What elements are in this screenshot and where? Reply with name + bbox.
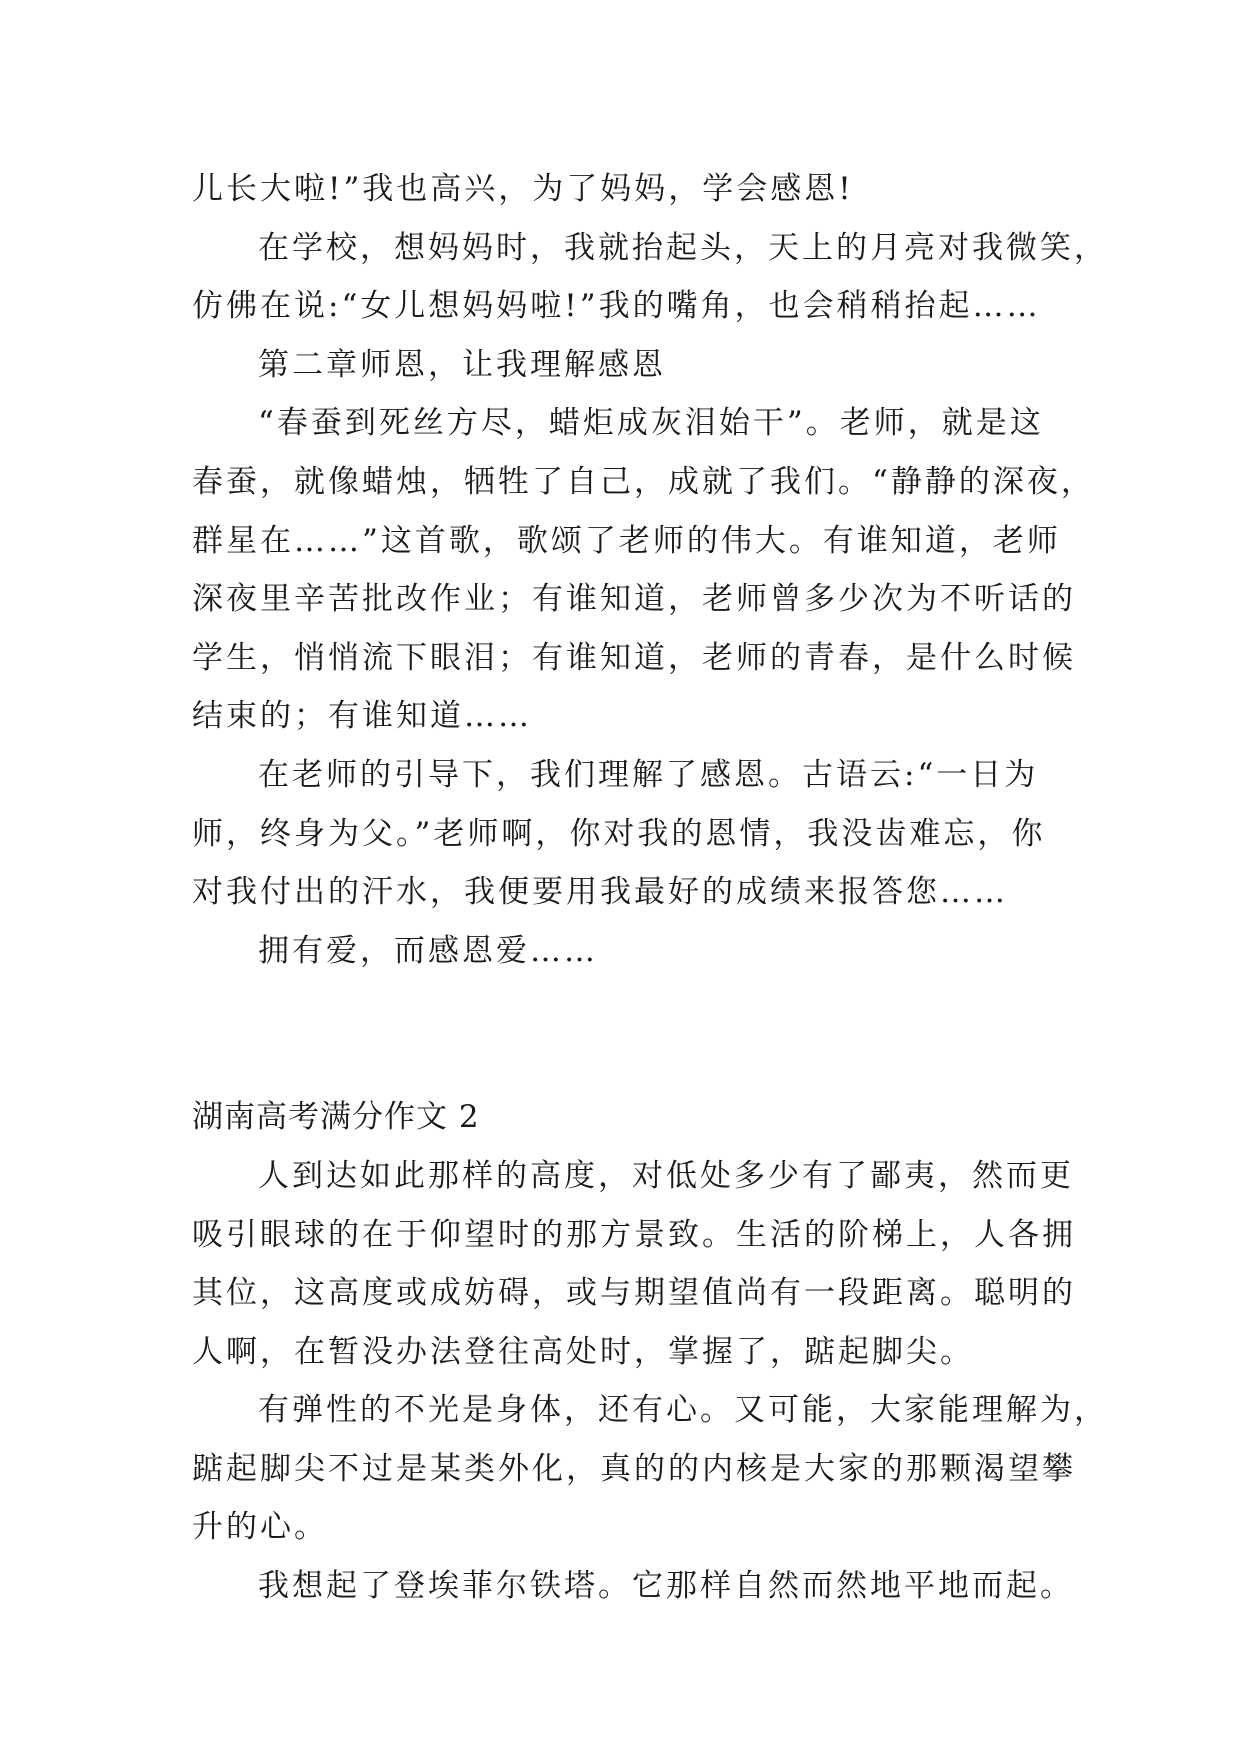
paragraph-line: 春蚕，就像蜡烛，牺牲了自己，成就了我们。“静静的深夜， bbox=[192, 463, 1095, 500]
paragraph-line: 人啊，在暂没办法登往高处时，掌握了，踮起脚尖。 bbox=[192, 1333, 974, 1370]
paragraph-line: 对我付出的汗水，我便要用我最好的成绩来报答您…… bbox=[192, 874, 1008, 911]
paragraph-line: 在老师的引导下，我们理解了感恩。古语云:“一日为 bbox=[258, 756, 1039, 793]
paragraph-line: 在学校，想妈妈时，我就抬起头，天上的月亮对我微笑， bbox=[258, 229, 1108, 266]
paragraph-line: 结束的；有谁知道…… bbox=[192, 698, 532, 735]
paragraph-line: “春蚕到死丝方尽，蜡炬成灰泪始干”。老师，就是这 bbox=[258, 405, 1044, 442]
chapter-heading: 第二章师恩，让我理解感恩 bbox=[258, 346, 666, 383]
paragraph-line: 升的心。 bbox=[192, 1509, 328, 1546]
paragraph-line: 拥有爱，而感恩爱…… bbox=[258, 932, 598, 969]
paragraph-line: 儿长大啦!”我也高兴，为了妈妈，学会感恩! bbox=[192, 171, 854, 207]
paragraph-line: 师，终身为父。”老师啊，你对我的恩情，我没齿难忘，你 bbox=[192, 815, 1046, 852]
paragraph-line: 深夜里辛苦批改作业；有谁知道，老师曾多少次为不听话的 bbox=[192, 581, 1076, 618]
paragraph-line: 学生，悄悄流下眼泪；有谁知道，老师的青春，是什么时候 bbox=[192, 639, 1076, 676]
paragraph-line: 人到达如此那样的高度，对低处多少有了鄙夷，然而更 bbox=[258, 1157, 1074, 1194]
document-body bbox=[192, 160, 1108, 1616]
paragraph-line: 群星在……”这首歌，歌颂了老师的伟大。有谁知道，老师 bbox=[192, 522, 1061, 559]
paragraph-line: 有弹性的不光是身体，还有心。又可能，大家能理解为， bbox=[258, 1392, 1108, 1429]
paragraph-line: 踮起脚尖不过是某类外化，真的的内核是大家的那颗渴望攀 bbox=[192, 1450, 1076, 1487]
essay-title: 湖南高考满分作文 2 bbox=[192, 1099, 480, 1136]
section-gap bbox=[192, 980, 1077, 1088]
paragraph-line: 吸引眼球的在于仰望时的那方景致。生活的阶梯上，人各拥 bbox=[192, 1216, 1076, 1253]
paragraph-line: 其位，这高度或成妨碍，或与期望值尚有一段距离。聪明的 bbox=[192, 1275, 1076, 1312]
paragraph-line: 我想起了登埃菲尔铁塔。它那样自然而然地平地而起。 bbox=[258, 1568, 1074, 1605]
paragraph-line: 仿佛在说:“女儿想妈妈啦!”我的嘴角，也会稍稍抬起…… bbox=[192, 288, 1041, 325]
